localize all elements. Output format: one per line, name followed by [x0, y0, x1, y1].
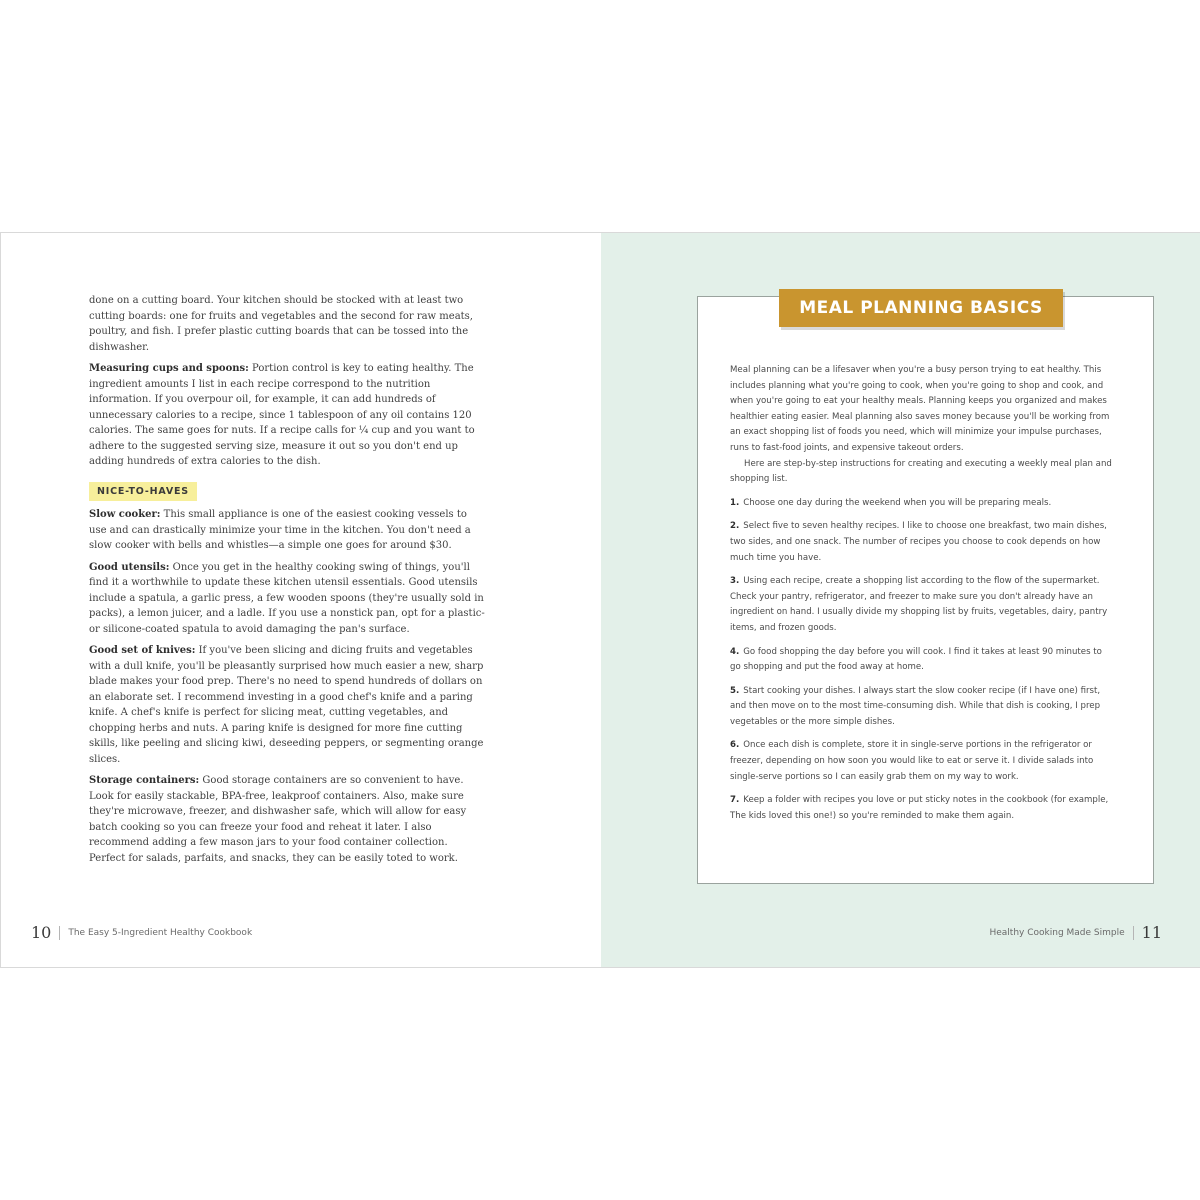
- term: Storage containers:: [89, 775, 200, 786]
- term: Good set of knives:: [89, 645, 196, 656]
- left-folio: [31, 923, 252, 942]
- step-item: 5. Start cooking your dishes. I always start the slow cooker recipe (if I have one) first, and then move on to the most time-consuming dish. While that dish is cooking, I prep vegetables or the more simple dishes.: [730, 685, 1101, 727]
- book-spread: [0, 232, 1200, 968]
- lead-paragraph: Here are step-by-step instructions for creating and executing a weekly meal plan and shopping list.: [730, 458, 1112, 485]
- step-item: 4. Go food shopping the day before you will cook. I find it takes at least 90 minutes to go shopping and put the food away at home.: [730, 646, 1102, 673]
- term: Good utensils:: [89, 561, 170, 573]
- book-title: The Easy 5-Ingredient Healthy Cookbook: [68, 927, 253, 938]
- step-item: 6. Once each dish is complete, store it in single-serve portions in the refrigerator or freezer, depending on how soon you would like to eat or serve it. I divide salads into single-serve portions so I can easily grab them on my way to work.: [730, 740, 1094, 782]
- banner-title: MEAL PLANNING BASICS: [779, 289, 1063, 327]
- page-number: 11: [1141, 923, 1162, 942]
- step-item: 3. Using each recipe, create a shopping list according to the flow of the supermarket. Check your pantry, refrigerator, and freezer to make sure you don't already have an ingredient on hand. I usually divide my shopping list by fruits, vegetables, dairy, pantry items, and frozen goods.: [730, 576, 1108, 633]
- page-number: 10: [31, 923, 52, 942]
- paragraph: Measuring cups and spoons: Portion control is key to eating healthy. The ingredient amounts I list in each recipe correspond to the nutrition information. If you overpour oil, for example, it can add hundreds of unnecessary calories to a recipe, since 1 tablespoon of any oil contains 120 calories. The same goes for nuts. If a recipe calls for ¼ cup and you want to adhere to the suggested serving size, measure it out so you don't end up adding hundreds of extra calories to the dish.: [89, 363, 475, 467]
- term: Measuring cups and spoons:: [89, 363, 249, 374]
- paragraph: done on a cutting board. Your kitchen should be stocked with at least two cutting boards: one for fruits and vegetables and the second for raw meats, poultry, and fish. I prefer plastic cutting boards that can be tossed into the dishwasher.: [89, 295, 473, 353]
- sidebar-body: [730, 363, 1112, 832]
- left-page: [0, 233, 601, 967]
- list-item: Good set of knives: If you've been slicing and dicing fruits and vegetables with a dull knife, you'll be pleasantly surprised how much easier a new, sharp blade makes your food prep. There's no need to spend hundreds of dollars on an elaborate set. I recommend investing in a good chef's knife and a paring knife. A chef's knife is perfect for slicing meat, cutting vegetables, and chopping herbs and nuts. A paring knife is designed for more fine cutting skills, like peeling and slicing kiwi, deseeding peppers, or segmenting orange slices.: [89, 645, 484, 765]
- steps-list: [730, 496, 1112, 825]
- right-page: [601, 233, 1200, 967]
- folio-divider: [59, 926, 60, 940]
- chapter-title: Healthy Cooking Made Simple: [989, 927, 1125, 938]
- folio-divider: [1133, 926, 1134, 940]
- step-item: 2. Select five to seven healthy recipes. I like to choose one breakfast, two main dishes, two sides, and one snack. The number of recipes you choose to cook depends on how much time you have.: [730, 521, 1107, 563]
- list-item: Storage containers: Good storage containers are so convenient to have. Look for easily stackable, BPA-free, leakproof containers. Also, make sure they're microwave, freezer, and dishwasher safe, which will allow for easy batch cooking so you can freeze your food and reheat it later. I also recommend adding a few mason jars to your food container collection. Perfect for salads, parfaits, and snacks, they can be easily toted to work.: [89, 775, 467, 864]
- term: Slow cooker:: [89, 509, 161, 520]
- sidebar-box: [697, 296, 1154, 884]
- nice-to-haves-badge: NICE-TO-HAVES: [89, 482, 197, 502]
- right-folio: [989, 923, 1162, 942]
- list-item: Slow cooker: This small appliance is one of the easiest cooking vessels to use and can drastically minimize your time in the kitchen. You don't need a slow cooker with bells and whistles—a simple one goes for around $30.: [89, 509, 471, 551]
- step-item: 7. Keep a folder with recipes you love or put sticky notes in the cookbook (for example, The kids loved this one!) so you're reminded to make them again.: [730, 795, 1109, 821]
- step-item: 1. Choose one day during the weekend when you will be preparing meals.: [730, 497, 1052, 508]
- intro-paragraph: Meal planning can be a lifesaver when you're a busy person trying to eat healthy. This includes planning what you're going to cook, when you're going to shop and cook, and when you're going to eat your healthy meals. Planning keeps you organized and makes healthier eating easier. Meal planning also saves money because you'll be working from an exact shopping list of foods you need, which will minimize your impulse purchases, runs to fast-food joints, and expensive takeout orders.: [730, 365, 1110, 453]
- list-item: Good utensils: Once you get in the healthy cooking swing of things, you'll find it a worthwhile to update these kitchen utensil essentials. Good utensils include a spatula, a garlic press, a few wooden spoons (they're usually sold in packs), a lemon juicer, and a ladle. If you use a nonstick pan, opt for a plastic- or silicone-coated spatula to avoid damaging the pan's surface.: [89, 561, 485, 635]
- left-page-body: [89, 293, 487, 872]
